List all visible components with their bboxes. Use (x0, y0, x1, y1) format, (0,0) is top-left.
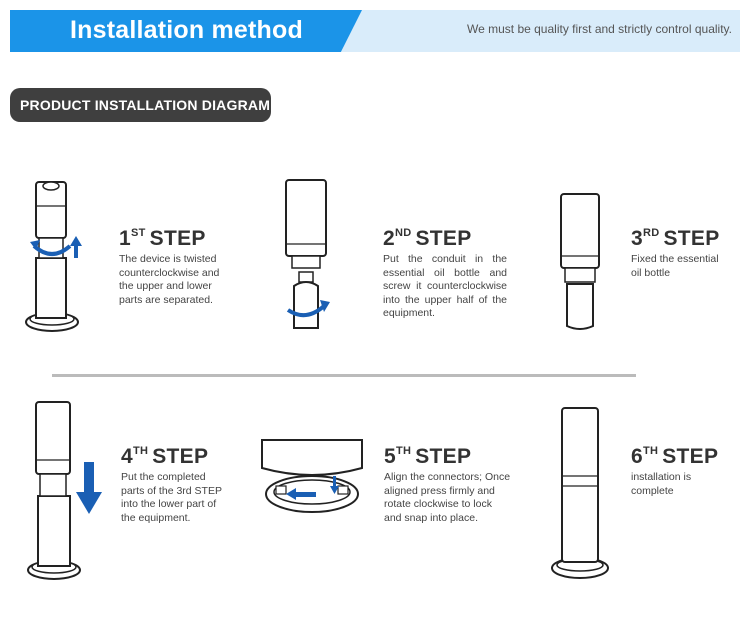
row-divider (52, 374, 636, 377)
step1-illustration (24, 176, 88, 336)
step3-illustration (555, 190, 605, 336)
step-5-description: Align the connectors; Once aligned press firmly and rotate clockwise to lock and snap into place. (384, 471, 511, 524)
step-1-description: The device is twisted counterclockwise and the upper and lower parts are separated. (119, 253, 220, 306)
page-title: Installation method (70, 16, 303, 44)
step-1-title: 1ST STEP (119, 227, 206, 250)
step-4-title: 4TH STEP (121, 445, 209, 468)
step-3-description: Fixed the essential oil bottle (631, 253, 719, 279)
step6-illustration (548, 404, 612, 584)
header-slogan: We must be quality first and strictly control quality. (467, 22, 732, 36)
step-2-title: 2ND STEP (383, 227, 472, 250)
step4-illustration (24, 398, 104, 584)
step-6-title: 6TH STEP (631, 445, 719, 468)
step2-illustration (280, 178, 336, 334)
step-4-description: Put the completed parts of the 3rd STEP into the lower part of the equipment. (121, 471, 222, 524)
step-2-description: Put the conduit in the essential oil bottle and screw it counterclockwise into the upper half of the equipment. (383, 253, 507, 319)
step-5-title: 5TH STEP (384, 445, 472, 468)
header-banner (10, 10, 740, 52)
section-label: PRODUCT INSTALLATION DIAGRAM (10, 88, 271, 122)
step-3-title: 3RD STEP (631, 227, 720, 250)
step-6-description: installation is complete (631, 471, 692, 497)
step5-illustration (260, 438, 364, 518)
